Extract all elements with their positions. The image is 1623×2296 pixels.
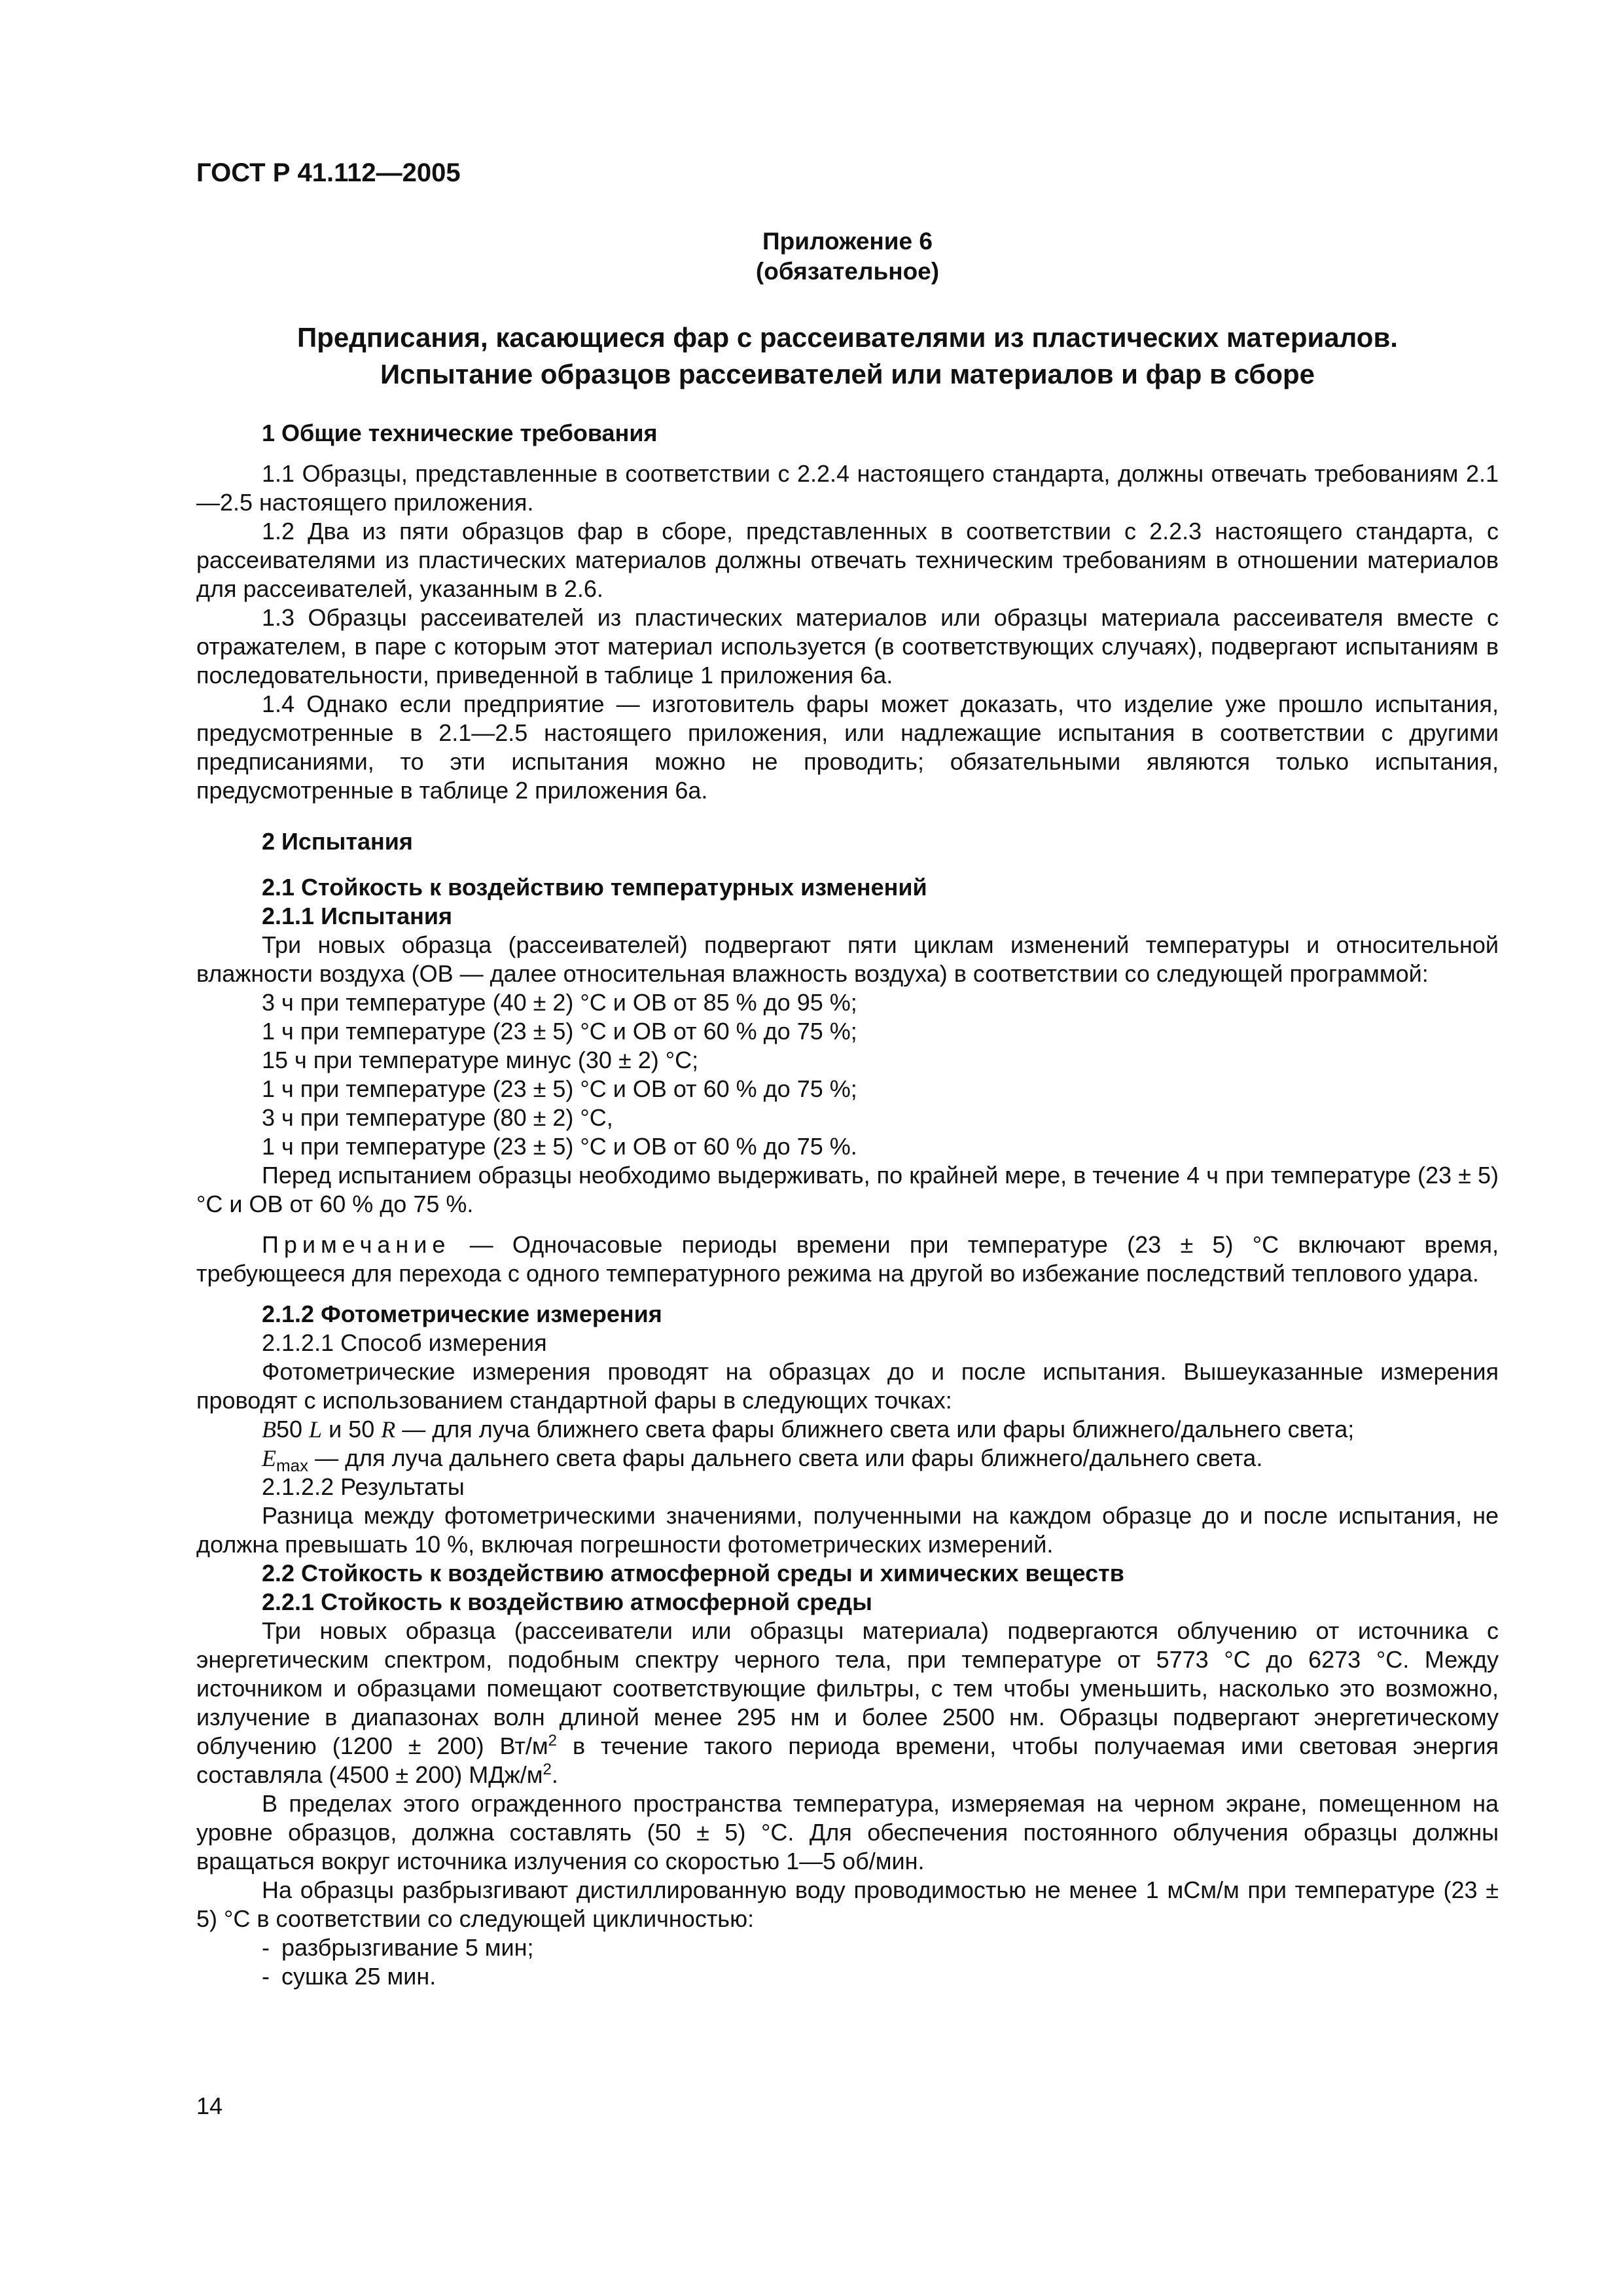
subsection-2-1-1-heading: 2.1.1 Испытания [262,903,452,929]
appendix-label: Приложение 6 [762,228,933,255]
point-text: 50 [276,1416,310,1443]
paragraph-2-2-1-irradiation [196,1617,1499,1789]
subsection-2-1-2-1-heading: 2.1.2.1 Способ измерения [262,1329,547,1356]
measurement-point-low-beam [196,1415,1499,1444]
measurement-point-high-beam [196,1444,1499,1476]
paragraph-2-1-2-2: Разница между фотометрическими значениями, полученными на каждом образце до и после испытания, не должна превышать 10 %, включая погрешности фотометрических измерений. [196,1502,1499,1558]
paragraph-1-4: 1.4 Однако если предприятие — изготовитель фары может доказать, что изделие уже прошло испытания, предусмотренные в 2.1—2.5 настоящего приложения, или надлежащие испытания в соответствии с другими предписаниями, то эти испытания можно не проводить; обязательными являются только испытания, предусмотренные в таблице 2 приложения 6а. [196,691,1499,804]
symbol-e: E [262,1445,276,1471]
paragraph-1-1: 1.1 Образцы, представленные в соответствии с 2.2.4 настоящего стандарта, должны отвечать требованиям 2.1—2.5 настоящего приложения. [196,460,1499,516]
symbol-b: B [262,1416,276,1443]
appendix-title-line1: Предписания, касающиеся фар с рассеивателями из пластических материалов. [297,322,1398,353]
list-bullet: - [262,1934,270,1961]
cycle-step: 1 ч при температуре (23 ± 5) °С и ОВ от 60 % до 75 %; [262,1018,857,1045]
cycle-step: 3 ч при температуре (80 ± 2) °С, [262,1104,613,1131]
irradiation-text: Три новых образца (рассеиватели или образцы материала) подвергаются облучению от источника с энергетическим спектром, подобным спектру черного тела, при температуре от 5773 °С до 6273 °С. Между источником и образцами помещают соответствующие фильтры, с тем чтобы уменьшить, насколько это возможно, излучение в диапазонах волн длиной менее 295 нм и более 2500 нм. Образцы подвергают энергетическому облучению (1200 ± 200) Вт/м [196,1617,1499,1759]
symbol-r: R [381,1416,396,1443]
subsection-2-2-heading: 2.2 Стойкость к воздействию атмосферной среды и химических веществ [262,1560,1124,1587]
appendix-title-line2: Испытание образцов рассеивателей или материалов и фар в сборе [380,359,1315,389]
irradiation-text: в течение такого периода времени, чтобы получаемая ими световая энергия составляла (4500 ± 200) МДж/м [196,1732,1499,1788]
symbol-l: L [309,1416,323,1443]
paragraph-2-2-1-temperature: В пределах этого огражденного пространства температура, измеряемая на черном экране, помещенном на уровне образцов, должна составлять (50 ± 5) °С. Для обеспечения постоянного облучения образцы должны вращаться вокруг источника излучения со скоростью 1—5 об/мин. [196,1790,1499,1874]
list-item-text: сушка 25 мин. [281,1963,437,1990]
note-label: Примечание [262,1231,451,1258]
point-text: и 50 [322,1416,382,1443]
list-bullet: - [262,1963,270,1990]
paragraph-conditioning: Перед испытанием образцы необходимо выдерживать, по крайней мере, в течение 4 ч при температуре (23 ± 5) °С и ОВ от 60 % до 75 %. [196,1162,1499,1217]
cycle-step: 1 ч при температуре (23 ± 5) °С и ОВ от 60 % до 75 %. [262,1133,857,1160]
note [196,1230,1499,1288]
list-item [196,1962,1499,1991]
cycle-step: 1 ч при температуре (23 ± 5) °С и ОВ от 60 % до 75 %; [262,1075,857,1102]
section-1-heading: 1 Общие технические требования [262,420,658,446]
list-item [196,1933,1499,1962]
appendix-status: (обязательное) [755,258,940,285]
appendix-label-block [196,226,1499,287]
paragraph-1-3: 1.3 Образцы рассеивателей из пластических материалов или образцы материала рассеивателя вместе с отражателем, в паре с которым этот материал используется (в соответствующих случаях), подвергают испытаниям в последовательности, приведенной в таблице 1 приложения 6а. [196,604,1499,689]
paragraph-2-2-1-spray: На образцы разбрызгивают дистиллированную воду проводимостью не менее 1 мСм/м при температуре (23 ± 5) °С в соответствии со следующей цикличностью: [196,1876,1499,1932]
paragraph-2-1-2-1: Фотометрические измерения проводят на образцах до и после испытания. Вышеуказанные измерения проводят с использованием стандартной фары в следующих точках: [196,1358,1499,1414]
spray-cycle-list [196,1933,1499,1991]
subsection-2-2-1-heading: 2.2.1 Стойкость к воздействию атмосферной среды [262,1588,872,1615]
paragraph-2-1-1-intro: Три новых образца (рассеивателей) подвергают пяти циклам изменений температуры и относительной влажности воздуха (ОВ — далее относительная влажность воздуха) в соответствии со следующей программой: [196,931,1499,987]
point-text: — для луча дальнего света фары дальнего света или фары ближнего/дальнего света. [308,1444,1263,1471]
subsection-2-1-heading: 2.1 Стойкость к воздействию температурных изменений [262,874,927,901]
section-2-heading: 2 Испытания [262,828,413,855]
appendix-title [196,319,1499,393]
irradiation-text: . [551,1761,558,1788]
cycle-step: 15 ч при температуре минус (30 ± 2) °С; [262,1047,699,1073]
superscript: 2 [543,1761,552,1778]
symbol-e-subscript: max [276,1456,309,1476]
superscript: 2 [548,1732,557,1749]
cycle-step: 3 ч при температуре (40 ± 2) °С и ОВ от 85 % до 95 %; [262,989,857,1016]
point-text: — для луча ближнего света фары ближнего света или фары ближнего/дальнего света; [395,1416,1355,1443]
note-text: — Одночасовые периоды времени при температуре (23 ± 5) °С включают время, требующееся для перехода с одного температурного режима на другой во избежание последствий теплового удара. [196,1231,1499,1287]
page-number: 14 [196,2092,223,2119]
paragraph-1-2: 1.2 Два из пяти образцов фар в сборе, представленных в соответствии с 2.2.3 настоящего стандарта, с рассеивателями из пластических материалов должны отвечать техническим требованиям в отношении материалов для рассеивателей, указанным в 2.6. [196,518,1499,602]
page-content [196,157,1499,1991]
subsection-2-1-2-2-heading: 2.1.2.2 Результаты [262,1473,465,1500]
subsection-2-1-2-heading: 2.1.2 Фотометрические измерения [262,1300,662,1327]
temperature-cycle-list [196,988,1499,1161]
standard-header: ГОСТ Р 41.112—2005 [196,158,461,187]
list-item-text: разбрызгивание 5 мин; [281,1934,534,1961]
